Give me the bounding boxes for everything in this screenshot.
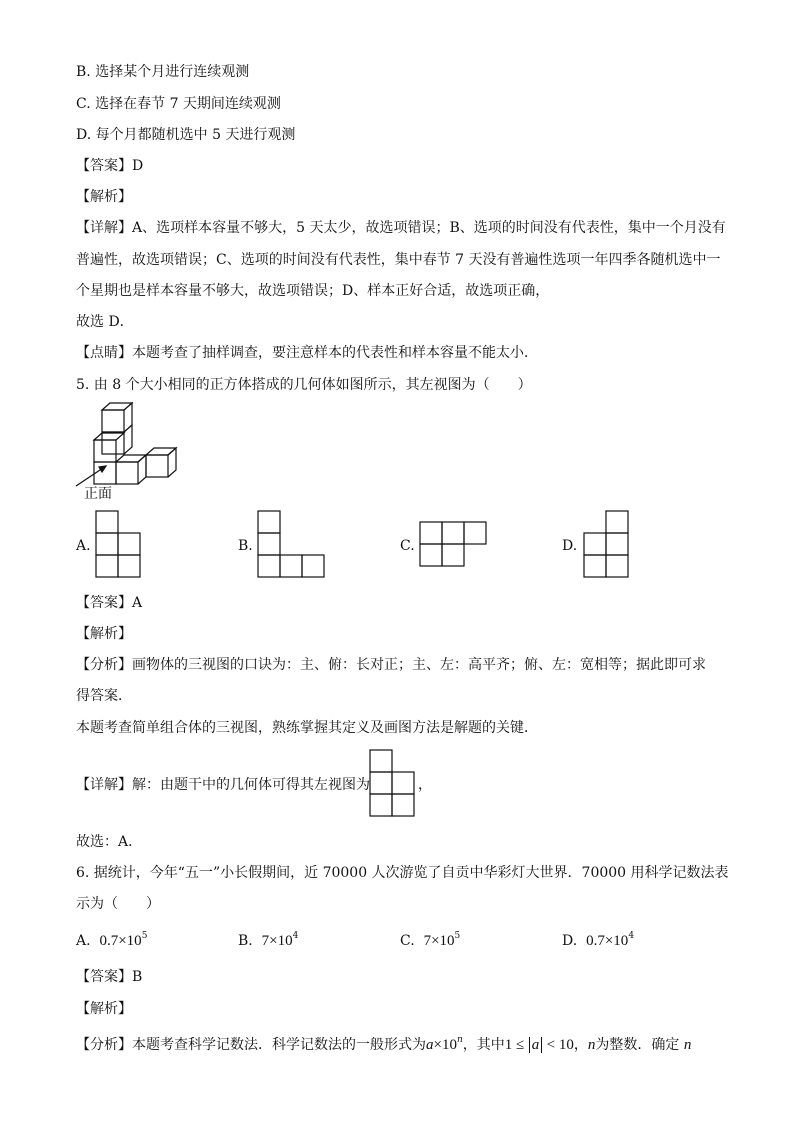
analysis-heading-q4: 【解析】 [76,189,132,205]
fenxi-q5-line1: 【分析】画物体的三视图的口诀为：主、俯：长对正；主、左：高平齐；俯、左：宽相等；据此即可求 [76,657,706,673]
detail-q4-line3: 个星期也是样本容量不够大，故选项错误；D、样本正好合适，故选项正确， [76,283,550,299]
question-5-stem: 5. 由 8 个大小相同的正方体搭成的几何体如图所示，其左视图为（ ） [76,377,532,393]
analysis-heading-q6: 【解析】 [76,1001,132,1017]
fenxi-q5-line2: 得答案． [76,688,132,704]
option-d-label: D. [562,538,578,554]
choice-q4: 故选 D． [76,314,134,330]
answer-q5: 【答案】A [76,595,143,611]
detail-q5-end: ， [418,777,432,793]
option-c-label: C. [400,538,415,554]
detail-left-view [370,750,418,820]
fenxi-q6-line1: 【分析】本题考查科学记数法．科学记数法的一般形式为$a\times 10^n$，其中1 ≤ a < 10，n为整数．确定 n [76,1035,692,1053]
detail-q4-line1: 【详解】A、选项样本容量不够大，5 天太少，故选项错误；B、选项的时间没有代表性，集中一个月没有 [76,220,726,236]
front-label: 正面 [84,486,112,502]
summary-q5: 本题考查简单组合体的三视图，熟练掌握其定义及画图方法是解题的关键． [76,720,538,736]
detail-q5: 【详解】解：由题干中的几何体可得其左视图为 [76,777,370,793]
answer-q6: 【答案】B [76,969,143,985]
option-a-view [96,511,142,579]
answer-q4: 【答案】D [76,158,144,174]
option-c: C. 选择在春节 7 天期间连续观测 [76,96,281,112]
option-b-view [258,511,328,579]
q6-option-c: C. $7\times 10^5$ [400,931,461,949]
question-6-stem-line1: 6. 据统计，今年“五一”小长假期间，近 70000 人次游览了自贡中华彩灯大世界．70000 用科学记数法表 [76,865,729,881]
option-d-view [584,511,630,579]
option-b-label: B. [238,538,253,554]
option-b: B. 选择某个月进行连续观测 [76,64,250,80]
q6-option-b: B. $7\times 10^4$ [238,931,299,949]
q6-option-a: A. $0.7\times 10^5$ [76,931,148,949]
option-a-label: A. [76,538,91,554]
detail-q4-line2: 普遍性，故选项错误；C、选项的时间没有代表性，集中春节 7 天没有普遍性选项一年四季各随机选中一 [76,252,721,268]
option-c-view [420,522,490,568]
option-d: D. 每个月都随机选中 5 天进行观测 [76,127,296,143]
choice-q5: 故选：A． [76,834,143,850]
q6-option-d: D. $0.7\times 10^4$ [562,931,635,949]
analysis-heading-q5: 【解析】 [76,626,132,642]
question-6-stem-line2: 示为（ ） [76,896,160,912]
point-q4: 【点睛】本题考查了抽样调查，要注意样本的代表性和样本容量不能太小． [76,345,538,361]
